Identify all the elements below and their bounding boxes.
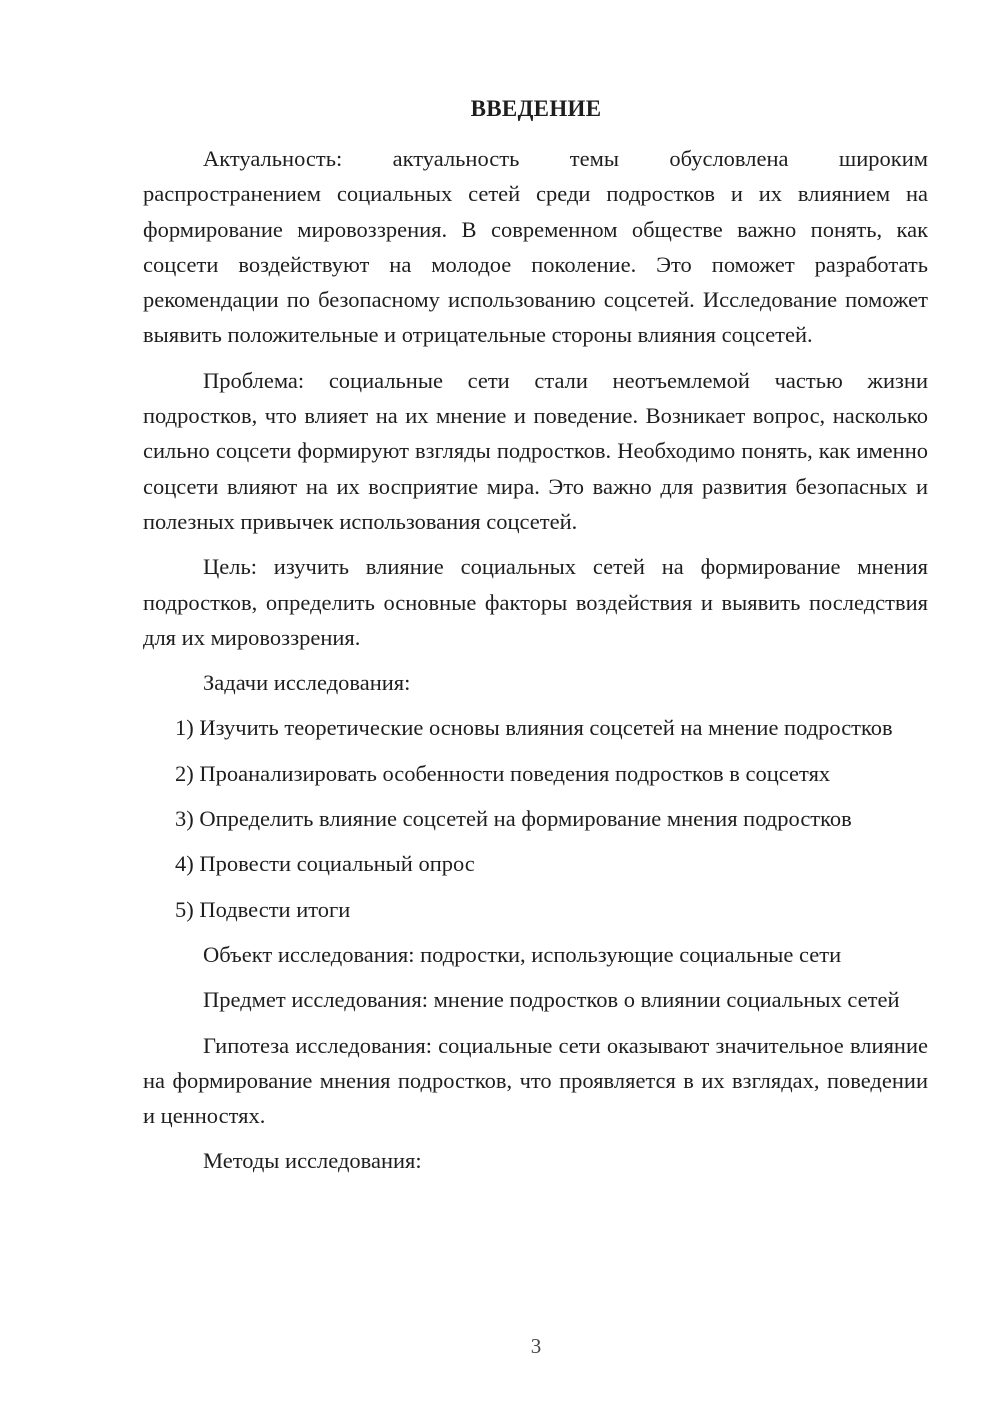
methods-heading: Методы исследования: [203,1148,422,1174]
problem-paragraph: Проблема: социальные сети стали неотъемлемой частью жизни подростков, что влияет на их мнение и поведение. Возникает вопрос, насколько сильно соцсети формируют взгляды подростков. Необходимо понять, как именно соцсети влияют на их восприятие мира. Это важно для развития безопасных и полезных привычек использования соцсетей. [143,367,928,534]
task-item: 2) Проанализировать особенности поведения подростков в соцсетях [175,760,831,786]
object-paragraph: Объект исследования: подростки, использующие социальные сети [203,941,842,967]
task-item: 5) Подвести итоги [175,896,351,922]
section-heading: ВВЕДЕНИЕ [470,96,602,121]
subject-paragraph: Предмет исследования: мнение подростков о влиянии социальных сетей [203,987,900,1013]
goal-paragraph: Цель: изучить влияние социальных сетей на формирование мнения подростков, определить основные факторы воздействия и выявить последствия для их мировоззрения. [143,554,928,650]
page-number: 3 [530,1334,542,1358]
relevance-paragraph: Актуальность: актуальность темы обусловлена широким распространением социальных сетей среди подростков и их влиянием на формирование мировоззрения. В современном обществе важно понять, как соцсети воздействуют на молодое поколение. Это поможет разработать рекомендации по безопасному использованию соцсетей. Исследование поможет выявить положительные и отрицательные стороны влияния соцсетей. [143,146,928,348]
task-item: 3) Определить влияние соцсетей на формирование мнения подростков [175,806,852,832]
task-item: 1) Изучить теоретические основы влияния соцсетей на мнение подростков [175,715,893,741]
tasks-heading: Задачи исследования: [203,670,411,696]
hypothesis-paragraph: Гипотеза исследования: социальные сети оказывают значительное влияние на формирование мнения подростков, что проявляется в их взглядах, поведении и ценностях. [143,1032,928,1129]
task-item: 4) Провести социальный опрос [175,851,475,877]
document-body [143,141,928,1189]
